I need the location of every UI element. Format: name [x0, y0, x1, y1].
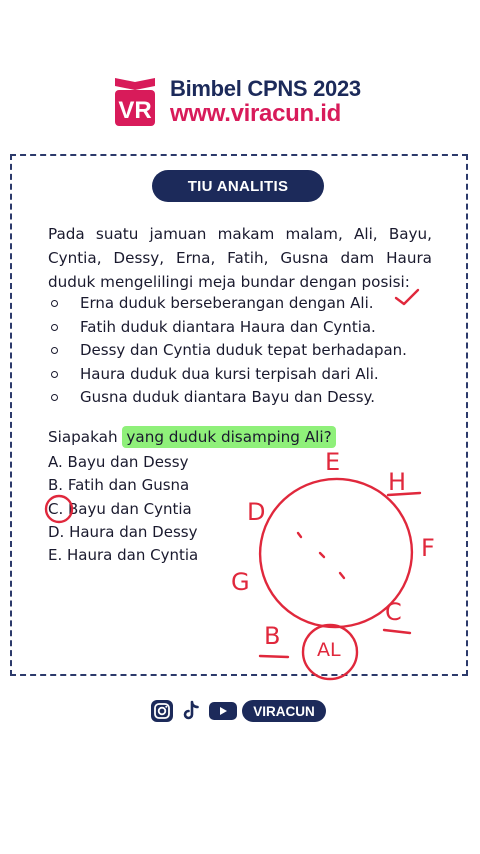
condition-item: Haura duduk dua kursi terpisah dari Ali.: [48, 363, 448, 387]
seat-label: G: [231, 568, 250, 596]
bullet-icon: [51, 347, 58, 354]
seat-label: H: [388, 468, 407, 496]
condition-item: Fatih duduk diantara Haura dan Cyntia.: [48, 316, 448, 340]
question-text: [48, 425, 336, 449]
option-c: C. Bayu dan Cyntia: [48, 499, 192, 518]
bullet-icon: [51, 371, 58, 378]
condition-item: Erna duduk berseberangan dengan Ali.: [48, 292, 448, 316]
bullet-icon: [51, 300, 58, 307]
logo-letters: VR: [118, 97, 152, 124]
seat-label: C: [385, 598, 402, 626]
brand-url: www.viracun.id: [170, 100, 341, 127]
brand-header: [0, 66, 480, 130]
seat-label: D: [247, 498, 266, 526]
seat-label: AL: [317, 639, 341, 661]
question-highlight: yang duduk disamping Ali?: [122, 426, 335, 448]
option-b: B. Fatih dan Gusna: [48, 476, 190, 495]
youtube-icon[interactable]: [208, 699, 238, 723]
condition-item: Dessy dan Cyntia duduk tepat berhadapan.: [48, 339, 448, 363]
condition-item: Gusna duduk diantara Bayu dan Dessy.: [48, 386, 448, 410]
social-footer: [150, 698, 330, 724]
seat-label: B: [264, 622, 281, 650]
option-e: E. Haura dan Cyntia: [48, 546, 199, 565]
condition-list: [48, 292, 448, 410]
section-title: TIU ANALITIS: [152, 170, 324, 202]
answer-options: [48, 451, 198, 567]
option-a: A. Bayu dan Dessy: [48, 453, 189, 471]
question-prefix: Siapakah: [48, 428, 123, 446]
seat-label: F: [421, 534, 435, 562]
bullet-icon: [51, 324, 58, 331]
viracun-logo-icon: [111, 72, 159, 128]
question-intro: Pada suatu jamuan makam malam, Ali, Bayu, Cyntia, Dessy, Erna, Fatih, Gusna dam Haura duduk mengelilingi meja bundar dengan posisi:: [48, 225, 432, 291]
instagram-icon[interactable]: [150, 699, 174, 723]
bullet-icon: [51, 394, 58, 401]
option-d: D. Haura dan Dessy: [48, 522, 198, 541]
seat-label: E: [325, 448, 341, 476]
tiktok-icon[interactable]: [179, 699, 203, 723]
brand-title: Bimbel CPNS 2023: [170, 76, 361, 101]
social-handle[interactable]: VIRACUN: [242, 700, 326, 722]
